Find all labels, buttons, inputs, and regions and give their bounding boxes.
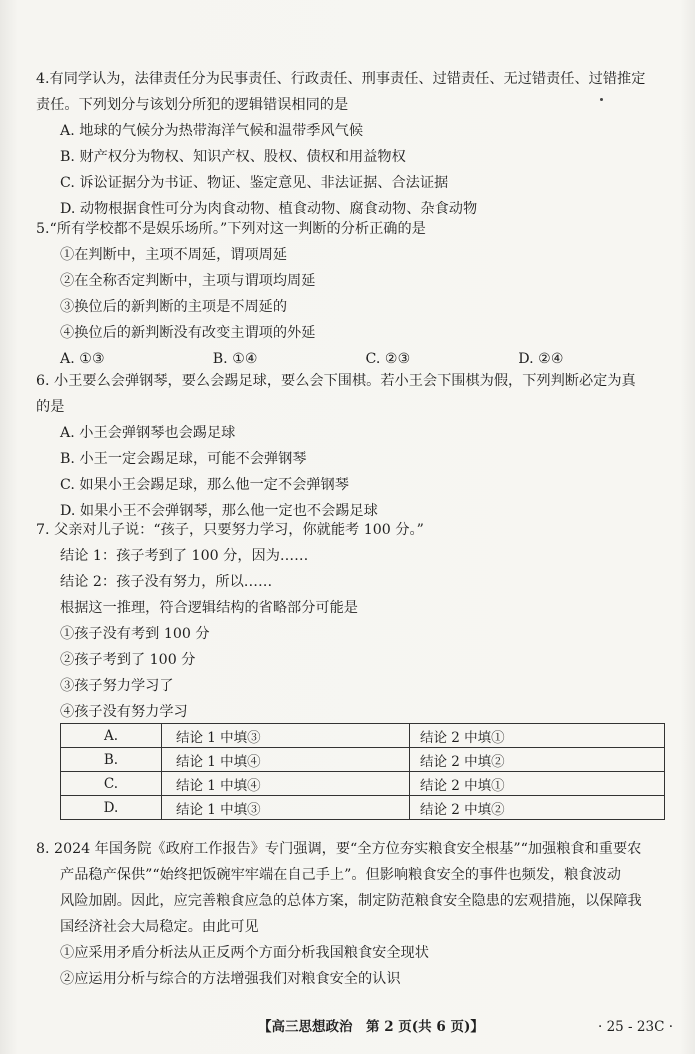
q6-option-d: D. 如果小王不会弹钢琴，那么他一定也不会踢足球 xyxy=(60,503,378,519)
table-row xyxy=(61,748,665,772)
table-cell: B. xyxy=(61,748,162,772)
table-row xyxy=(61,796,665,820)
table-cell: A. xyxy=(61,724,162,748)
table-cell: 结论 1 中填③ xyxy=(162,724,410,748)
q5-option-c: C. ②③ xyxy=(365,351,411,367)
q7-statement-3: ③孩子努力学习了 xyxy=(60,678,174,694)
table-cell: 结论 2 中填① xyxy=(410,772,665,796)
table-row xyxy=(61,772,665,796)
q6-stem-line-1: 6. 小王要么会弹钢琴，要么会踢足球，要么会下围棋。若小王会下围棋为假，下列判断必定为真 xyxy=(36,373,636,389)
q7-statement-1: ①孩子没有考到 100 分 xyxy=(60,626,210,642)
q7-prompt: 根据这一推理，符合逻辑结构的省略部分可能是 xyxy=(60,600,358,616)
table-cell: 结论 1 中填③ xyxy=(162,796,410,820)
question-8 xyxy=(36,836,671,992)
q5-option-d: D. ②④ xyxy=(518,351,564,367)
q6-option-a: A. 小王会弹钢琴也会踢足球 xyxy=(60,425,236,441)
q6-option-c: C. 如果小王会踢足球，那么他一定不会弹钢琴 xyxy=(60,477,349,493)
table-cell: 结论 2 中填① xyxy=(410,724,665,748)
table-cell: 结论 2 中填② xyxy=(410,796,665,820)
q8-statement-2: ②应运用分析与综合的方法增强我们对粮食安全的认识 xyxy=(60,971,401,987)
table-cell: 结论 1 中填④ xyxy=(162,748,410,772)
table-cell: C. xyxy=(61,772,162,796)
q5-stem: 5.“所有学校都不是娱乐场所。”下列对这一判断的分析正确的是 xyxy=(36,221,426,237)
q7-statement-2: ②孩子考到了 100 分 xyxy=(60,652,196,668)
q6-stem-line-2: 的是 xyxy=(36,399,65,415)
page-number: 【高三思想政治 第 2 页(共 6 页)】 xyxy=(258,1019,484,1035)
q4-option-c: C. 诉讼证据分为书证、物证、鉴定意见、非法证据、合法证据 xyxy=(60,175,449,191)
q8-stem-line-3: 风险加剧。因此，应完善粮食应急的总体方案，制定防范粮食安全隐患的宏观措施，以保障我 xyxy=(60,893,642,909)
q5-option-b: B. ①④ xyxy=(212,351,258,367)
question-7 xyxy=(36,517,671,725)
q5-statement-4: ④换位后的新判断没有改变主谓项的外延 xyxy=(60,325,316,341)
q8-stem-line-1: 8. 2024 年国务院《政府工作报告》专门强调，要“全方位夯实粮食安全根基”“加强粮食和重要农 xyxy=(36,841,642,857)
q4-option-b: B. 财产权分为物权、知识产权、股权、债权和用益物权 xyxy=(60,149,406,165)
exam-code: · 25 - 23C · xyxy=(598,1019,673,1035)
q4-stem-line-2: 责任。下列划分与该划分所犯的逻辑错误相同的是 xyxy=(36,97,349,113)
q8-statement-1: ①应采用矛盾分析法从正反两个方面分析我国粮食安全现状 xyxy=(60,945,429,961)
question-4 xyxy=(36,66,671,222)
q7-stem: 7. 父亲对儿子说：“孩子，只要努力学习，你就能考 100 分。” xyxy=(36,522,424,538)
q6-option-b: B. 小王一定会踢足球，可能不会弹钢琴 xyxy=(60,451,307,467)
table-row xyxy=(61,724,665,748)
q4-option-a: A. 地球的气候分为热带海洋气候和温带季风气候 xyxy=(60,123,364,139)
table-cell: 结论 2 中填② xyxy=(410,748,665,772)
q5-option-a: A. ①③ xyxy=(60,351,105,367)
q5-statement-2: ②在全称否定判断中，主项与谓项均周延 xyxy=(60,273,316,289)
table-cell: 结论 1 中填④ xyxy=(162,772,410,796)
q7-conclusion-2: 结论 2：孩子没有努力，所以…… xyxy=(60,574,273,590)
question-5 xyxy=(36,216,671,372)
q4-stem-line-1: 4.有同学认为，法律责任分为民事责任、行政责任、刑事责任、过错责任、无过错责任、过错推定 xyxy=(36,71,646,87)
q8-stem-line-4: 国经济社会大局稳定。由此可见 xyxy=(60,919,259,935)
q5-statement-1: ①在判断中，主项不周延，谓项周延 xyxy=(60,247,288,263)
q4-option-d: D. 动物根据食性可分为肉食动物、植食动物、腐食动物、杂食动物 xyxy=(60,201,478,217)
q7-statement-4: ④孩子没有努力学习 xyxy=(60,704,188,720)
q5-statement-3: ③换位后的新判断的主项是不周延的 xyxy=(60,299,288,315)
q8-stem-line-2: 产品稳产保供”“始终把饭碗牢牢端在自己手上”。但影响粮食安全的事件也频发，粮食波动 xyxy=(60,867,621,883)
question-6 xyxy=(36,368,671,524)
table-cell: D. xyxy=(61,796,162,820)
q7-options-table xyxy=(60,723,665,820)
q7-conclusion-1: 结论 1：孩子考到了 100 分，因为…… xyxy=(60,548,309,564)
